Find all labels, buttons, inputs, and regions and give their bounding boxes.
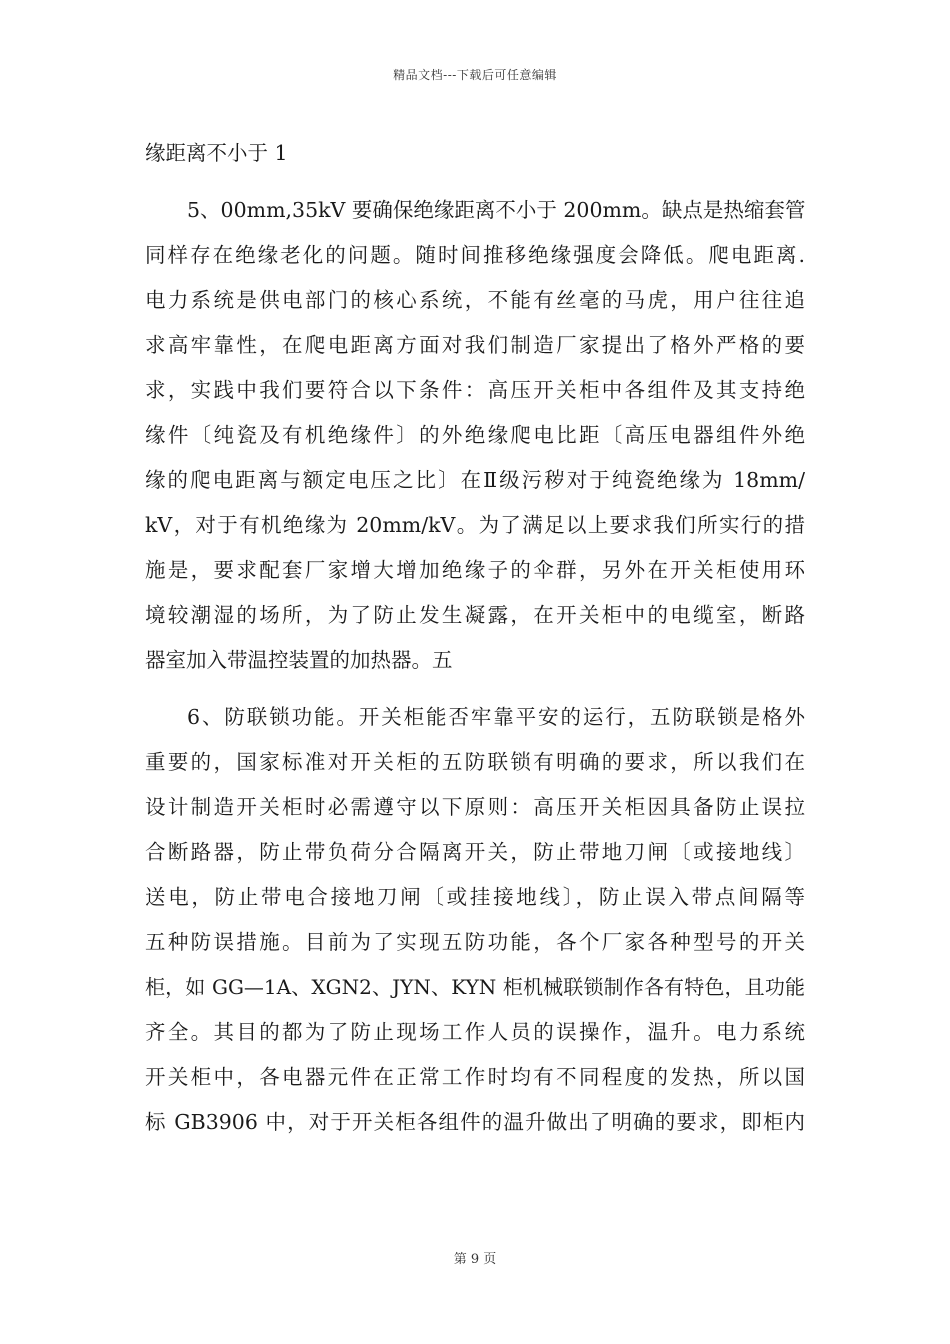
- document-body: [145, 131, 805, 1145]
- text-line: 缘距离不小于 1: [145, 141, 288, 165]
- text-line: 齐全。其目的都为了防止现场工作人员的误操作，温升。电力系统: [145, 1020, 805, 1044]
- text-line: 境较潮湿的场所，为了防止发生凝露，在开关柜中的电缆室，断路: [145, 603, 805, 627]
- text-line: kV，对于有机绝缘为 20mm/kV。为了满足以上要求我们所实行的措: [145, 513, 805, 537]
- page-header: 精品文档---下载后可任意编辑: [393, 68, 557, 82]
- text-line: 送电，防止带电合接地刀闸〔或挂接地线〕，防止误入带点间隔等: [145, 885, 805, 909]
- text-line: 6、防联锁功能。开关柜能否牢靠平安的运行，五防联锁是格外: [187, 705, 805, 729]
- text-line: 重要的，国家标准对开关柜的五防联锁有明确的要求，所以我们在: [145, 750, 805, 774]
- text-line: 标 GB3906 中，对于开关柜各组件的温升做出了明确的要求，即柜内: [145, 1110, 805, 1134]
- text-line: 电力系统是供电部门的核心系统，不能有丝毫的马虎，用户往往追: [145, 288, 805, 312]
- text-line: 求高牢靠性，在爬电距离方面对我们制造厂家提出了格外严格的要: [145, 333, 805, 357]
- text-line: 器室加入带温控装置的加热器。五: [145, 648, 453, 672]
- text-line: 缘的爬电距离与额定电压之比〕在Ⅱ级污秽对于纯瓷绝缘为 18mm/: [145, 468, 805, 492]
- text-line: 5、00mm,35kV 要确保绝缘距离不小于 200mm。缺点是热缩套管: [187, 198, 805, 222]
- text-line: 缘件〔纯瓷及有机绝缘件〕的外绝缘爬电比距〔高压电器组件外绝: [145, 423, 805, 447]
- text-line: 设计制造开关柜时必需遵守以下原则：高压开关柜因具备防止误拉: [145, 795, 805, 819]
- text-line: 求，实践中我们要符合以下条件：高压开关柜中各组件及其支持绝: [145, 378, 805, 402]
- text-line: 施是，要求配套厂家增大增加绝缘子的伞群，另外在开关柜使用环: [145, 558, 805, 582]
- text-line: 柜，如 GG—1A、XGN2、JYN、KYN 柜机械联锁制作各有特色，且功能: [145, 975, 805, 999]
- text-line: 五种防误措施。目前为了实现五防功能，各个厂家各种型号的开关: [145, 930, 805, 954]
- text-line: 同样存在绝缘老化的问题。随时间推移绝缘强度会降低。爬电距离.: [145, 243, 805, 267]
- page-number: 第 9 页: [453, 1252, 497, 1267]
- text-line: 合断路器，防止带负荷分合隔离开关，防止带地刀闸〔或接地线〕: [145, 840, 805, 864]
- text-line: 开关柜中，各电器元件在正常工作时均有不同程度的发热，所以国: [145, 1065, 805, 1089]
